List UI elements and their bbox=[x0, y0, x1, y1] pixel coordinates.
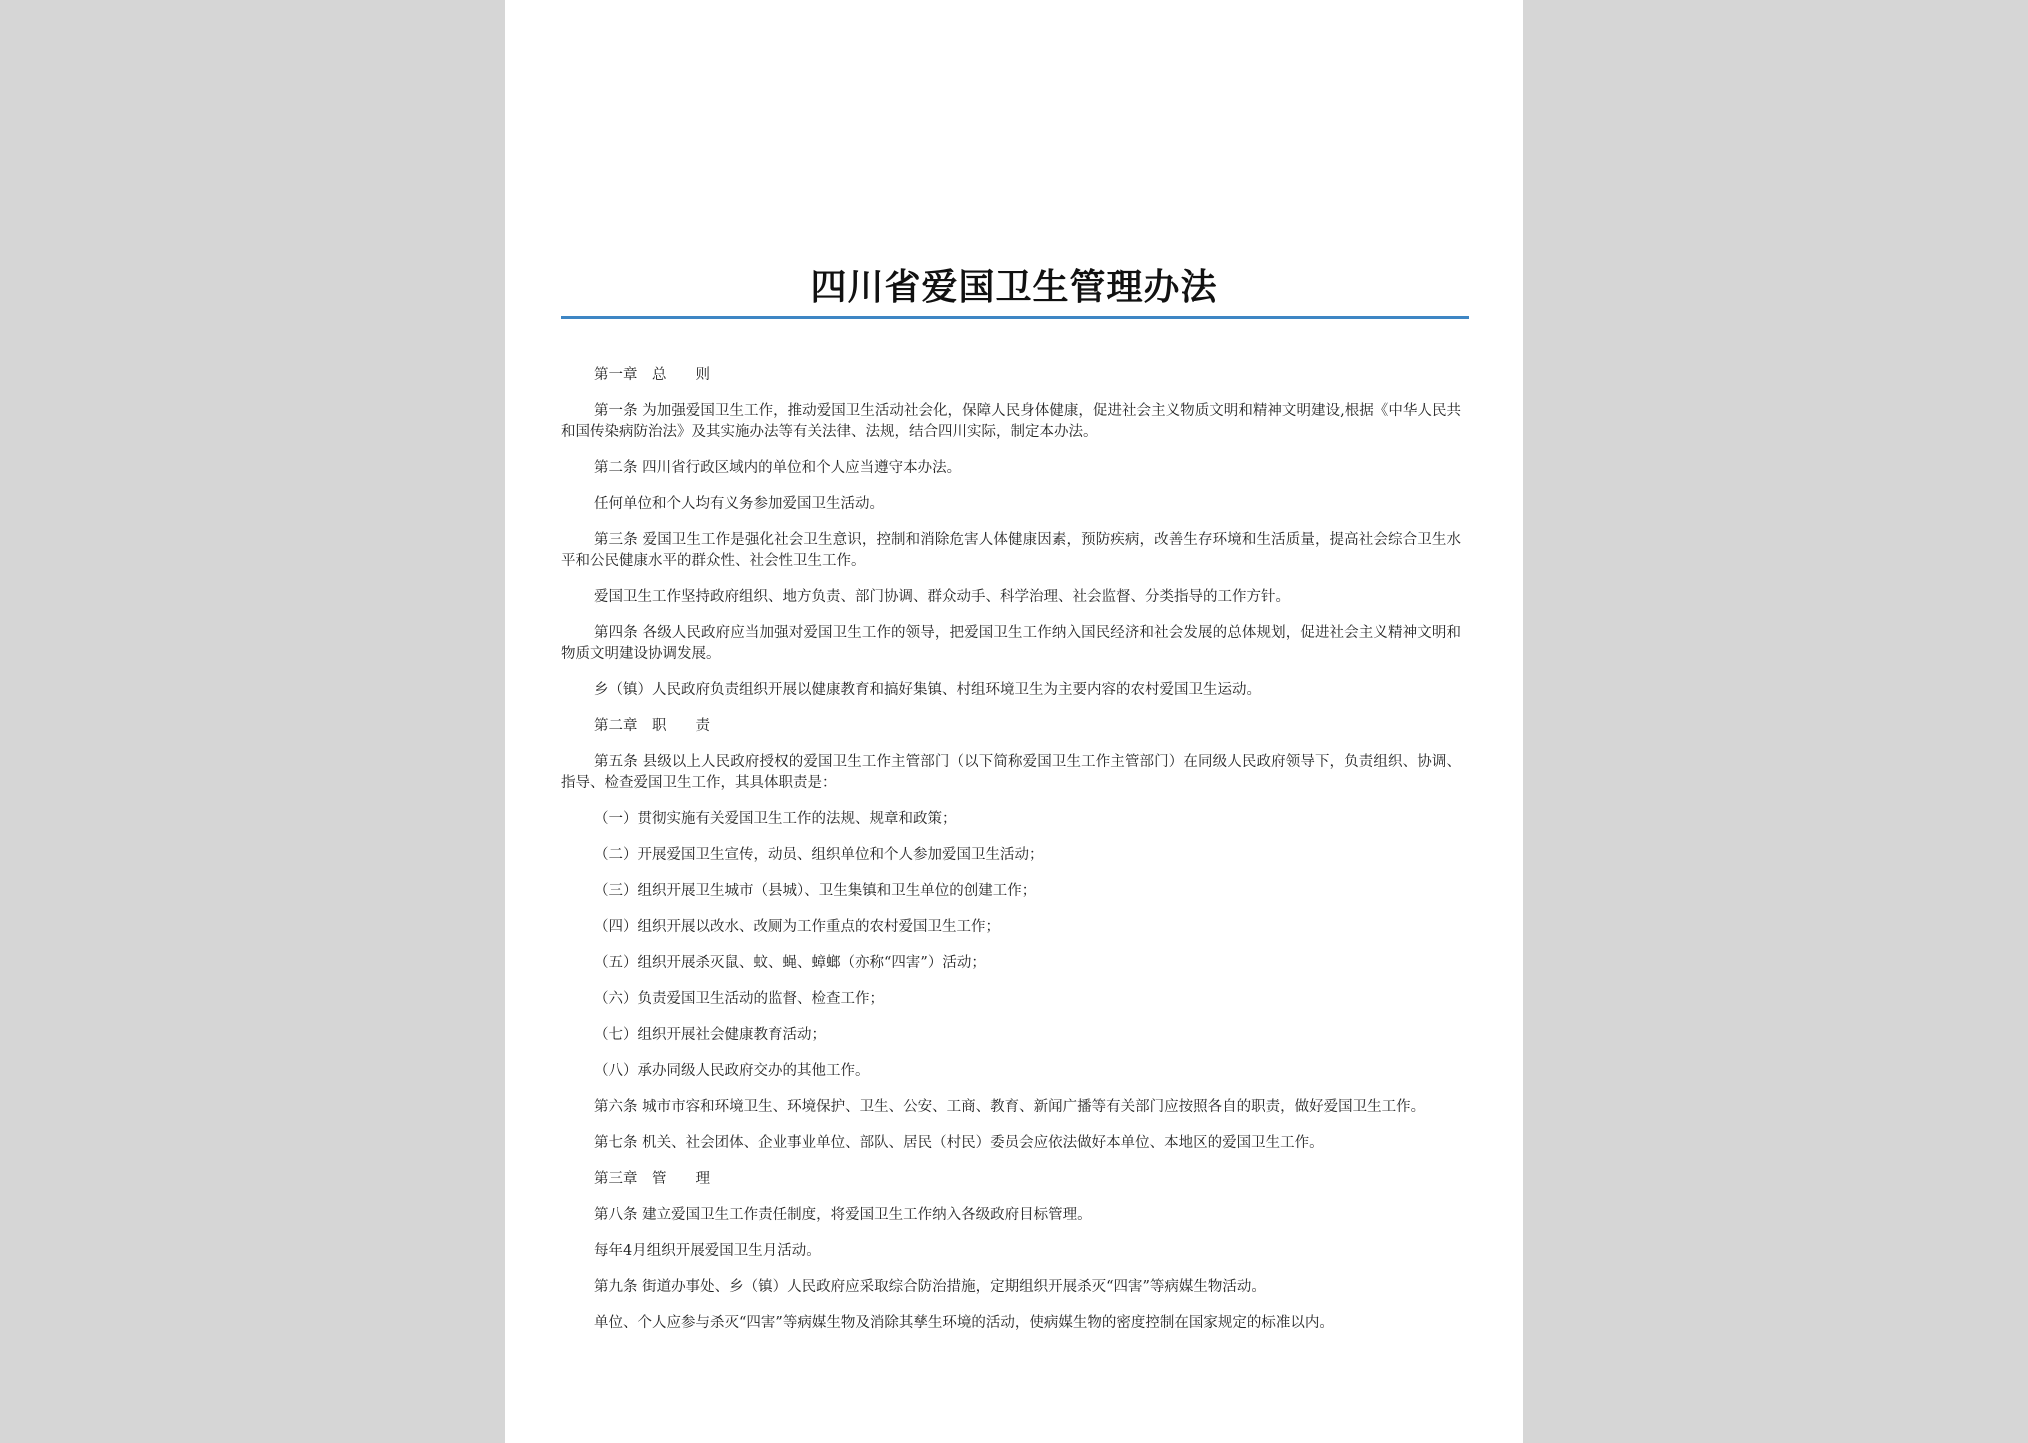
list-item: （五）组织开展杀灭鼠、蚊、蝇、蟑螂（亦称“四害”）活动； bbox=[594, 955, 986, 971]
article-paragraph: 第八条 建立爱国卫生工作责任制度，将爱国卫生工作纳入各级政府目标管理。 bbox=[594, 1207, 1092, 1223]
list-item: （二）开展爱国卫生宣传，动员、组织单位和个人参加爱国卫生活动； bbox=[594, 847, 1044, 863]
article-paragraph: 第五条 县级以上人民政府授权的爱国卫生工作主管部门（以下简称爱国卫生工作主管部门）在同级人民政府领导下，负责组织、协调、指导、检查爱国卫生工作，其具体职责是： bbox=[561, 754, 1461, 791]
document-title: 四川省爱国卫生管理办法 bbox=[810, 267, 1218, 308]
list-item: （三）组织开展卫生城市（县城）、卫生集镇和卫生单位的创建工作； bbox=[594, 883, 1037, 899]
list-item: （六）负责爱国卫生活动的监督、检查工作； bbox=[594, 991, 884, 1007]
document-body bbox=[561, 365, 1461, 1349]
article-paragraph: 每年4月组织开展爱国卫生月活动。 bbox=[594, 1243, 821, 1259]
article-paragraph: 第六条 城市市容和环境卫生、环境保护、卫生、公安、工商、教育、新闻广播等有关部门应按照各自的职责，做好爱国卫生工作。 bbox=[594, 1099, 1426, 1115]
list-item: （四）组织开展以改水、改厕为工作重点的农村爱国卫生工作； bbox=[594, 919, 1000, 935]
article-paragraph: 第七条 机关、社会团体、企业事业单位、部队、居民（村民）委员会应依法做好本单位、本地区的爱国卫生工作。 bbox=[594, 1135, 1324, 1151]
chapter-heading: 第一章 总 则 bbox=[594, 367, 710, 383]
list-item: （八）承办同级人民政府交办的其他工作。 bbox=[594, 1063, 870, 1079]
article-paragraph: 第二条 四川省行政区域内的单位和个人应当遵守本办法。 bbox=[594, 460, 962, 476]
chapter-heading: 第二章 职 责 bbox=[594, 718, 710, 734]
article-paragraph: 单位、个人应参与杀灭“四害”等病媒生物及消除其孳生环境的活动，使病媒生物的密度控制在国家规定的标准以内。 bbox=[594, 1315, 1334, 1331]
article-paragraph: 爱国卫生工作坚持政府组织、地方负责、部门协调、群众动手、科学治理、社会监督、分类指导的工作方针。 bbox=[594, 589, 1290, 605]
article-paragraph: 第三条 爱国卫生工作是强化社会卫生意识，控制和消除危害人体健康因素，预防疾病，改善生存环境和生活质量，提高社会综合卫生水平和公民健康水平的群众性、社会性卫生工作。 bbox=[561, 532, 1461, 569]
document-page bbox=[505, 0, 1523, 1443]
title-underline bbox=[561, 316, 1469, 319]
list-item: （一）贯彻实施有关爱国卫生工作的法规、规章和政策； bbox=[594, 811, 957, 827]
article-paragraph: 任何单位和个人均有义务参加爱国卫生活动。 bbox=[594, 496, 884, 512]
chapter-heading: 第三章 管 理 bbox=[594, 1171, 710, 1187]
article-paragraph: 乡（镇）人民政府负责组织开展以健康教育和搞好集镇、村组环境卫生为主要内容的农村爱国卫生运动。 bbox=[594, 682, 1261, 698]
article-paragraph: 第一条 为加强爱国卫生工作，推动爱国卫生活动社会化，保障人民身体健康，促进社会主义物质文明和精神文明建设,根据《中华人民共和国传染病防治法》及其实施办法等有关法律、法规，结合四川实际，制定本办法。 bbox=[561, 403, 1461, 440]
article-paragraph: 第四条 各级人民政府应当加强对爱国卫生工作的领导，把爱国卫生工作纳入国民经济和社会发展的总体规划，促进社会主义精神文明和物质文明建设协调发展。 bbox=[561, 625, 1461, 662]
list-item: （七）组织开展社会健康教育活动； bbox=[594, 1027, 826, 1043]
article-paragraph: 第九条 街道办事处、乡（镇）人民政府应采取综合防治措施，定期组织开展杀灭“四害”等病媒生物活动。 bbox=[594, 1279, 1266, 1295]
